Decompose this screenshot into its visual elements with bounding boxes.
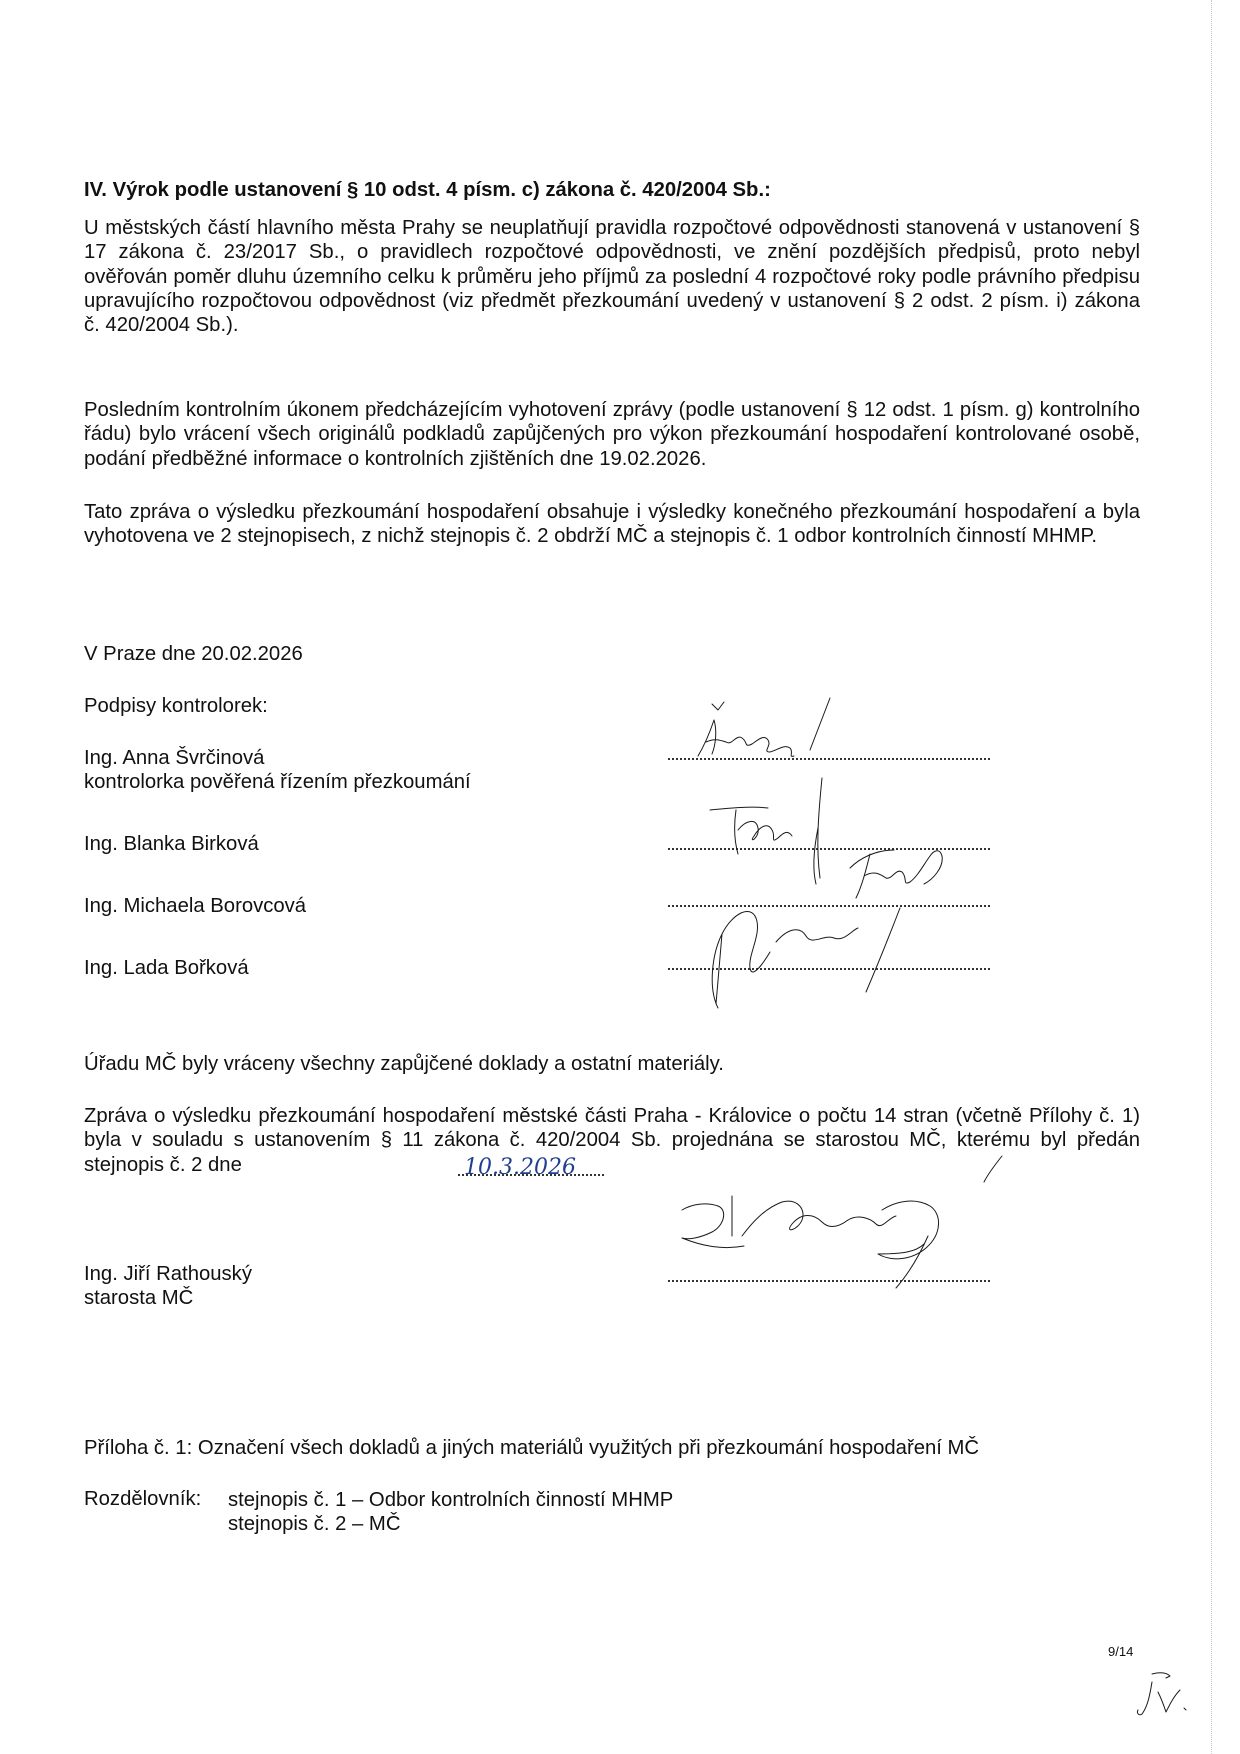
signature-birkova-borovcova bbox=[700, 776, 970, 900]
signature-line bbox=[668, 1280, 990, 1282]
signatory-svrcinova bbox=[84, 746, 471, 795]
mayor-block bbox=[84, 1262, 252, 1311]
signatory-borovcova bbox=[84, 894, 306, 918]
scan-edge bbox=[1210, 0, 1212, 1754]
distribution-label: Rozdělovník: bbox=[84, 1488, 202, 1510]
signatory-name: Ing. Blanka Birková bbox=[84, 833, 259, 855]
signature-svrcinova bbox=[690, 694, 870, 774]
mayor-name: Ing. Jiří Rathouský bbox=[84, 1263, 252, 1285]
signatory-borkova bbox=[84, 956, 249, 980]
signatory-name: Ing. Anna Švrčinová bbox=[84, 747, 265, 769]
signature-borkova bbox=[700, 900, 940, 1020]
distribution-list bbox=[228, 1488, 673, 1537]
handwritten-date bbox=[460, 1148, 630, 1182]
place-date: V Praze dne 20.02.2026 bbox=[84, 643, 303, 665]
distribution-item: stejnopis č. 2 – MČ bbox=[228, 1513, 401, 1536]
paragraph-budget-rules: U městských částí hlavního města Prahy se neuplatňují pravidla rozpočtové odpovědnosti stanovená v ustanovení § 17 zákona č. 23/2017 Sb., o pravidlech rozpočtové odpovědnosti, ve znění pozdějších předpisů, proto nebyl ověřován poměr dluhu územního celku k průměru jeho příjmů za poslední 4 rozpočtové roky podle právního předpisu upravujícího rozpočtovou odpovědnost (viz předmět přezkoumání uvedený v ustanovení § 2 odst. 2 písm. i) zákona č. 420/2004 Sb.). bbox=[84, 217, 1140, 337]
mayor-role: starosta MČ bbox=[84, 1287, 194, 1310]
signature-mayor bbox=[672, 1140, 1012, 1290]
attachment-note: Příloha č. 1: Označení všech dokladů a jiných materiálů využitých při přezkoumání hospodaření MČ bbox=[84, 1437, 980, 1459]
section-heading: IV. Výrok podle ustanovení § 10 odst. 4 písm. c) zákona č. 420/2004 Sb.: bbox=[84, 179, 771, 201]
signatory-birkova bbox=[84, 832, 259, 856]
paragraph-last-control-act: Posledním kontrolním úkonem předcházejícím vyhotovení zprávy (podle ustanovení § 12 odst. 1 písm. g) kontrolního řádu) bylo vrácení všech originálů podkladů zapůjčených pro výkon přezkoumání hospodaření kontrolované osobě, podání předběžné informace o kontrolních zjištěních dne 19.02.2026. bbox=[84, 399, 1140, 470]
paragraph-report-copies: Tato zpráva o výsledku přezkoumání hospodaření obsahuje i výsledky konečného přezkoumání hospodaření a byla vyhotovena ve 2 stejnopisech, z nichž stejnopis č. 2 obdrží MČ a stejnopis č. 1 odbor kontrolních činností MHMP. bbox=[84, 501, 1140, 548]
report-paragraph-text: Zpráva o výsledku přezkoumání hospodaření městské části Praha - Královice o počtu 14 stran (včetně Přílohy č. 1) byla v souladu s ustanovením § 11 zákona č. 420/2004 Sb. projednána se starostou MČ, kterému byl předán stejnopis č. 2 dne bbox=[84, 1105, 1140, 1176]
signatures-label: Podpisy kontrolorek: bbox=[84, 695, 268, 717]
initials-mark bbox=[1138, 1668, 1198, 1722]
signatory-role: kontrolorka pověřená řízením přezkoumání bbox=[84, 771, 471, 794]
returned-materials-note: Úřadu MČ byly vráceny všechny zapůjčené doklady a ostatní materiály. bbox=[84, 1053, 724, 1075]
distribution-item: stejnopis č. 1 – Odbor kontrolních činností MHMP bbox=[228, 1489, 674, 1511]
svg-text:10.3.2026: 10.3.2026 bbox=[464, 1155, 576, 1180]
page-number: 9/14 bbox=[1108, 1644, 1134, 1659]
signatory-name: Ing. Michaela Borovcová bbox=[84, 895, 307, 917]
signatory-name: Ing. Lada Bořková bbox=[84, 957, 249, 979]
